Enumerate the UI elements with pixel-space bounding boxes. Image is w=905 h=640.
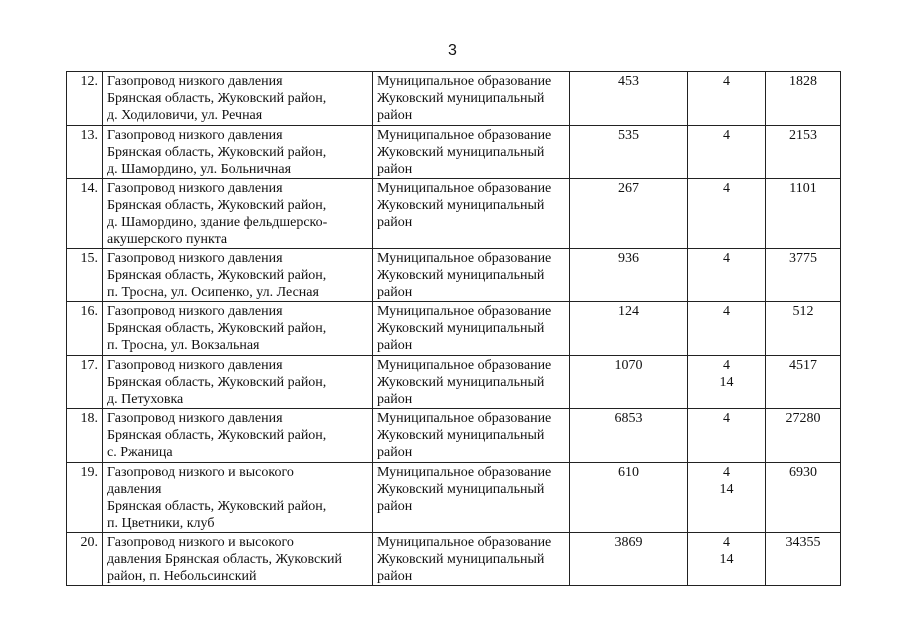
length-cell: 535 [570, 126, 688, 179]
owner-cell: Муниципальное образование Жуковский муниципальный район [373, 126, 570, 179]
pressure-cell: 4 14 [688, 533, 766, 586]
value-cell: 1828 [766, 72, 841, 126]
owner-cell: Муниципальное образование Жуковский муниципальный район [373, 463, 570, 533]
owner-cell: Муниципальное образование Жуковский муниципальный район [373, 302, 570, 356]
table-row [67, 356, 841, 409]
pressure-cell: 4 [688, 72, 766, 126]
object-description: Газопровод низкого давления Брянская область, Жуковский район, д. Петуховка [103, 356, 373, 409]
page-number: 3 [448, 42, 457, 59]
pressure-cell: 4 [688, 249, 766, 302]
length-cell: 453 [570, 72, 688, 126]
owner-cell: Муниципальное образование Жуковский муниципальный район [373, 249, 570, 302]
length-cell: 124 [570, 302, 688, 356]
pressure-cell: 4 [688, 409, 766, 463]
gas-pipeline-registry-table [66, 71, 841, 586]
length-cell: 3869 [570, 533, 688, 586]
table-row [67, 72, 841, 126]
row-number: 19. [67, 463, 103, 533]
length-cell: 1070 [570, 356, 688, 409]
row-number: 15. [67, 249, 103, 302]
object-description: Газопровод низкого давления Брянская область, Жуковский район, с. Ржаница [103, 409, 373, 463]
value-cell: 27280 [766, 409, 841, 463]
value-cell: 1101 [766, 179, 841, 249]
value-cell: 34355 [766, 533, 841, 586]
row-number: 12. [67, 72, 103, 126]
length-cell: 610 [570, 463, 688, 533]
row-number: 13. [67, 126, 103, 179]
pressure-cell: 4 [688, 302, 766, 356]
row-number: 20. [67, 533, 103, 586]
owner-cell: Муниципальное образование Жуковский муниципальный район [373, 409, 570, 463]
pressure-cell: 4 14 [688, 356, 766, 409]
table-row [67, 533, 841, 586]
table-row [67, 409, 841, 463]
owner-cell: Муниципальное образование Жуковский муниципальный район [373, 533, 570, 586]
value-cell: 3775 [766, 249, 841, 302]
table-row [67, 302, 841, 356]
object-description: Газопровод низкого давления Брянская область, Жуковский район, д. Шамордино, ул. Больничная [103, 126, 373, 179]
object-description: Газопровод низкого давления Брянская область, Жуковский район, д. Ходиловичи, ул. Речная [103, 72, 373, 126]
value-cell: 2153 [766, 126, 841, 179]
table-row [67, 463, 841, 533]
row-number: 16. [67, 302, 103, 356]
owner-cell: Муниципальное образование Жуковский муниципальный район [373, 72, 570, 126]
object-description: Газопровод низкого давления Брянская область, Жуковский район, п. Тросна, ул. Осипенко, ул. Лесная [103, 249, 373, 302]
pressure-cell: 4 [688, 179, 766, 249]
value-cell: 512 [766, 302, 841, 356]
value-cell: 4517 [766, 356, 841, 409]
object-description: Газопровод низкого давления Брянская область, Жуковский район, п. Тросна, ул. Вокзальная [103, 302, 373, 356]
length-cell: 936 [570, 249, 688, 302]
table-row [67, 179, 841, 249]
row-number: 14. [67, 179, 103, 249]
object-description: Газопровод низкого и высокого давления Брянская область, Жуковский район, п. Небольсинский [103, 533, 373, 586]
table-row [67, 249, 841, 302]
pressure-cell: 4 14 [688, 463, 766, 533]
value-cell: 6930 [766, 463, 841, 533]
object-description: Газопровод низкого и высокого давления Брянская область, Жуковский район, п. Цветники, клуб [103, 463, 373, 533]
length-cell: 267 [570, 179, 688, 249]
row-number: 17. [67, 356, 103, 409]
length-cell: 6853 [570, 409, 688, 463]
owner-cell: Муниципальное образование Жуковский муниципальный район [373, 356, 570, 409]
table-row [67, 126, 841, 179]
owner-cell: Муниципальное образование Жуковский муниципальный район [373, 179, 570, 249]
object-description: Газопровод низкого давления Брянская область, Жуковский район, д. Шамордино, здание фельдшерско- акушерского пункта [103, 179, 373, 249]
pressure-cell: 4 [688, 126, 766, 179]
row-number: 18. [67, 409, 103, 463]
